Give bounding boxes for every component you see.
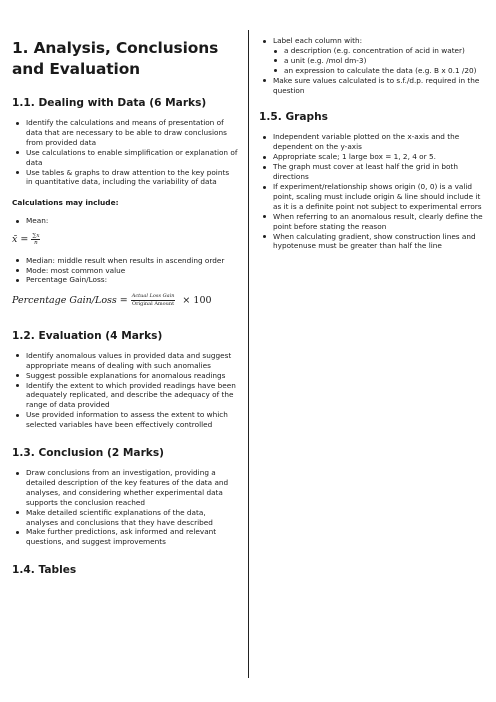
list-item: Label each column with: (259, 36, 485, 46)
statistics-list (12, 256, 238, 286)
percentage-formula (12, 293, 238, 306)
list-item: When calculating gradient, show construction lines and hypotenuse must be greater than half the line (259, 232, 485, 252)
list-item: Use provided information to assess the extent to which selected variables have been effectively controlled (12, 410, 238, 430)
list-item: Independent variable plotted on the x-axis and the dependent on the y-axis (259, 132, 485, 152)
list-item: Identify the extent to which provided readings have been adequately replicated, and describe the adequacy of the range of data provided (12, 381, 238, 411)
list-item: a unit (e.g. /mol dm-3) (259, 56, 485, 66)
list-item: Draw conclusions from an investigation, providing a detailed description of the key features of the data and analyses, and considering whether experimental data supports the conclusion reached (12, 468, 238, 508)
list-item: Make detailed scientific explanations of the data, analyses and conclusions that they have described (12, 508, 238, 528)
list-item: Identify anomalous values in provided data and suggest appropriate means of dealing with such anomalies (12, 351, 238, 371)
list-item: Appropriate scale; 1 large box = 1, 2, 4 or 5. (259, 152, 485, 162)
fraction-numerator: ∑x (32, 233, 40, 240)
evaluation-list (12, 351, 238, 430)
section-heading-evaluation: 1.2. Evaluation (4 Marks) (12, 329, 163, 342)
page-title: 1. Analysis, Conclusions and Evaluation (12, 39, 219, 78)
mean-fraction (31, 233, 40, 246)
list-item: When referring to an anomalous result, clearly define the point before stating the reason (259, 212, 485, 232)
calculations-subheading: Calculations may include: (12, 198, 119, 208)
equals-sign: = (119, 294, 128, 306)
multiplier: × 100 (182, 294, 212, 306)
list-item: The graph must cover at least half the grid in both directions (259, 162, 485, 182)
fraction-denominator: n (34, 240, 38, 247)
list-item: Use calculations to enable simplification or explanation of data (12, 148, 238, 168)
percentage-fraction (131, 293, 176, 306)
fraction-denominator: Original Amount (132, 300, 175, 307)
section-heading-graphs: 1.5. Graphs (259, 111, 328, 124)
list-item: If experiment/relationship shows origin (0, 0) is a valid point, scaling must include origin & line should include it as it is a definite point not subject to experimental errors (259, 182, 485, 212)
section-heading-tables: 1.4. Tables (12, 564, 77, 577)
list-item: Suggest possible explanations for anomalous readings (12, 371, 238, 381)
mean-list (12, 216, 238, 226)
equals-sign: = (20, 234, 29, 246)
tables-list-2 (259, 76, 485, 96)
column-divider (248, 30, 249, 678)
list-item: Median: middle result when results in ascending order (12, 256, 238, 266)
list-item: Percentage Gain/Loss: (12, 275, 238, 285)
dealing-with-data-list (12, 118, 238, 187)
formula-lhs: Percentage Gain/Loss (12, 294, 117, 306)
list-item: an expression to calculate the data (e.g. B x 0.1 /20) (259, 66, 485, 76)
mean-symbol: x̄ (12, 234, 18, 246)
tables-list (259, 36, 485, 46)
right-column (259, 36, 485, 251)
mean-formula (12, 233, 238, 246)
list-item: Mean: (12, 216, 238, 226)
list-item: Use tables & graphs to draw attention to the key points in quantitative data, including the variability of data (12, 168, 238, 188)
fraction-numerator: Actual Loss Gain (131, 293, 175, 300)
tables-sublist (259, 46, 485, 76)
list-item: Make further predictions, ask informed and relevant questions, and suggest improvements (12, 527, 238, 547)
graphs-list (259, 132, 485, 251)
list-item: Make sure values calculated is to s.f./d.p. required in the question (259, 76, 485, 96)
conclusion-list (12, 468, 238, 547)
left-column (12, 0, 238, 585)
list-item: a description (e.g. concentration of acid in water) (259, 46, 485, 56)
section-heading-conclusion: 1.3. Conclusion (2 Marks) (12, 447, 164, 460)
list-item: Mode: most common value (12, 266, 238, 276)
list-item: Identify the calculations and means of presentation of data that are necessary to be able to draw conclusions from provided data (12, 118, 238, 148)
section-heading-dealing-with-data: 1.1. Dealing with Data (6 Marks) (12, 97, 207, 109)
